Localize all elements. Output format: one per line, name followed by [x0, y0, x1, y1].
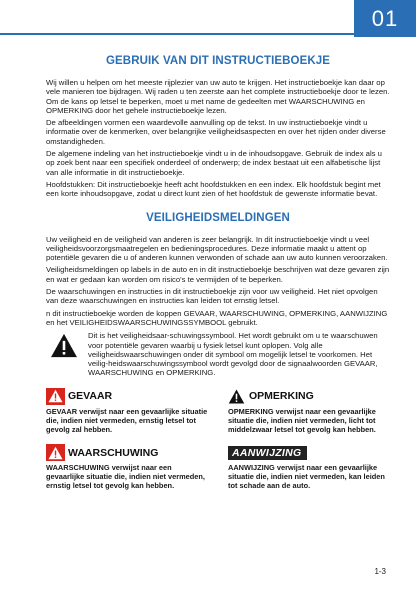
aanwijzing-label: AANWIJZING	[228, 446, 307, 460]
symbol-description: Dit is het veiligheidsaar-schuwingssymbool. Het wordt gebruikt om u te waarschuwen voor potentiële gevaren waarbij u fysiek letsel kunt oplopen. Volg alle veiligheidswaarschuwingen onder dit symbool om mogelijk letsel te voorkomen. Het veilig-heidswaarschuwingssymbool wordt gevolgd door de signaalwoorden GEVAAR, WAARSCHUWING en OPMERKING.	[88, 331, 378, 378]
aanwijzing-text: AANWIJZING verwijst naar een gevaarlijke situatie die, indien niet vermeden, kan leiden tot schade aan de auto.	[228, 463, 385, 491]
opmerking-label: OPMERKING	[249, 390, 314, 403]
waarschuwing-text: WAARSCHUWING verwijst naar een gevaarlijke situatie die, indien niet vermeden, ernstig letsel tot gevolg kan hebben.	[46, 463, 205, 491]
opmerking-heading	[228, 388, 390, 405]
page-number: 1-3	[374, 567, 386, 576]
aanwijzing-heading	[228, 444, 390, 461]
warning-icon	[46, 444, 65, 461]
paragraph: n dit instructieboekje worden de koppen GEVAAR, WAARSCHUWING, OPMERKING, AANWIJZING en het VEILIGHEIDSWAARSCHUWINGSSYMBOOL gebruikt.	[46, 308, 388, 327]
safety-symbol-block	[46, 331, 390, 377]
paragraph: De afbeeldingen vormen een waardevolle aanvulling op de tekst. In uw instructieboekje vindt u informatie over de kenmerken, over belangrijke veiligheidsaspecten en over het rijden onder diverse omstandigheden.	[46, 118, 386, 146]
chapter-tab: 01	[354, 0, 416, 37]
gevaar-label: GEVAAR	[68, 390, 113, 403]
caution-icon	[228, 389, 245, 404]
section-title-manual: GEBRUIK VAN DIT INSTRUCTIEBOEKJE	[105, 55, 331, 67]
danger-icon	[46, 388, 65, 405]
paragraph: Wij willen u helpen om het meeste rijplezier van uw auto te krijgen. Het instructieboekje kan daar op vele manieren toe bijdragen. Wij raden u ten zeerste aan het complete instructieboekje door te lezen. Om de kans op letsel te beperken, moet u met name de gedeelten met WAARSCHUWING en OPMERKING door het gehele instructieboekje lezen.	[46, 78, 390, 115]
header-rule	[0, 33, 354, 35]
signal-column-right	[228, 388, 390, 501]
waarschuwing-heading	[46, 444, 208, 461]
page-content	[46, 55, 390, 501]
paragraph: De waarschuwingen en instructies in dit instructieboekje zijn voor uw veiligheid. Het niet opvolgen van deze waarschuwingen en instructies kan leiden tot ernstig letsel.	[46, 287, 378, 306]
paragraph: Hoofdstukken: Dit instructieboekje heeft acht hoofdstukken en een index. Elk hoofdstuk begint met een korte inhoudsopgave, zodat u direct kunt zien of het hoofdstuk de gewenste informatie bevat.	[46, 179, 381, 199]
waarschuwing-label: WAARSCHUWING	[68, 446, 159, 459]
gevaar-heading	[46, 388, 208, 405]
paragraph: Veiligheidsmeldingen op labels in de auto en in dit instructieboekje beschrijven wat deze gevaren zijn en wat er gedaan kan worden om risico's te vermijden of te beperken.	[46, 265, 390, 284]
gevaar-text: GEVAAR verwijst naar een gevaarlijke situatie die, indien niet vermeden, ernstig letsel tot gevolg zal hebben.	[46, 406, 208, 434]
safety-alert-icon	[50, 331, 78, 377]
paragraph: De algemene indeling van het instructieboekje vindt u in de inhoudsopgave. Gebruik de index als u op zoek bent naar een specifiek onderdeel of onderwerp; de index bestaat uit een alfabetische lijst van alle informatie in dit instructieboekje.	[46, 149, 382, 177]
opmerking-text: OPMERKING verwijst naar een gevaarlijke situatie die, indien niet vermeden, licht tot middelzwaar letsel tot gevolg kan hebben.	[228, 406, 376, 434]
paragraph: Uw veiligheid en de veiligheid van anderen is zeer belangrijk. In dit instructieboekje vindt u veel veiligheidsvoorzorgsmaatregelen en bedieningsprocedures. Deze informatie maakt u attent op potentiële gevaren die u of anderen kunnen verwonden of schade aan uw auto kunnen veroorzaken.	[46, 234, 388, 263]
section-title-safety: VEILIGHEIDSMELDINGEN	[146, 211, 290, 224]
signal-words-grid	[46, 388, 390, 501]
signal-column-left	[46, 388, 208, 501]
